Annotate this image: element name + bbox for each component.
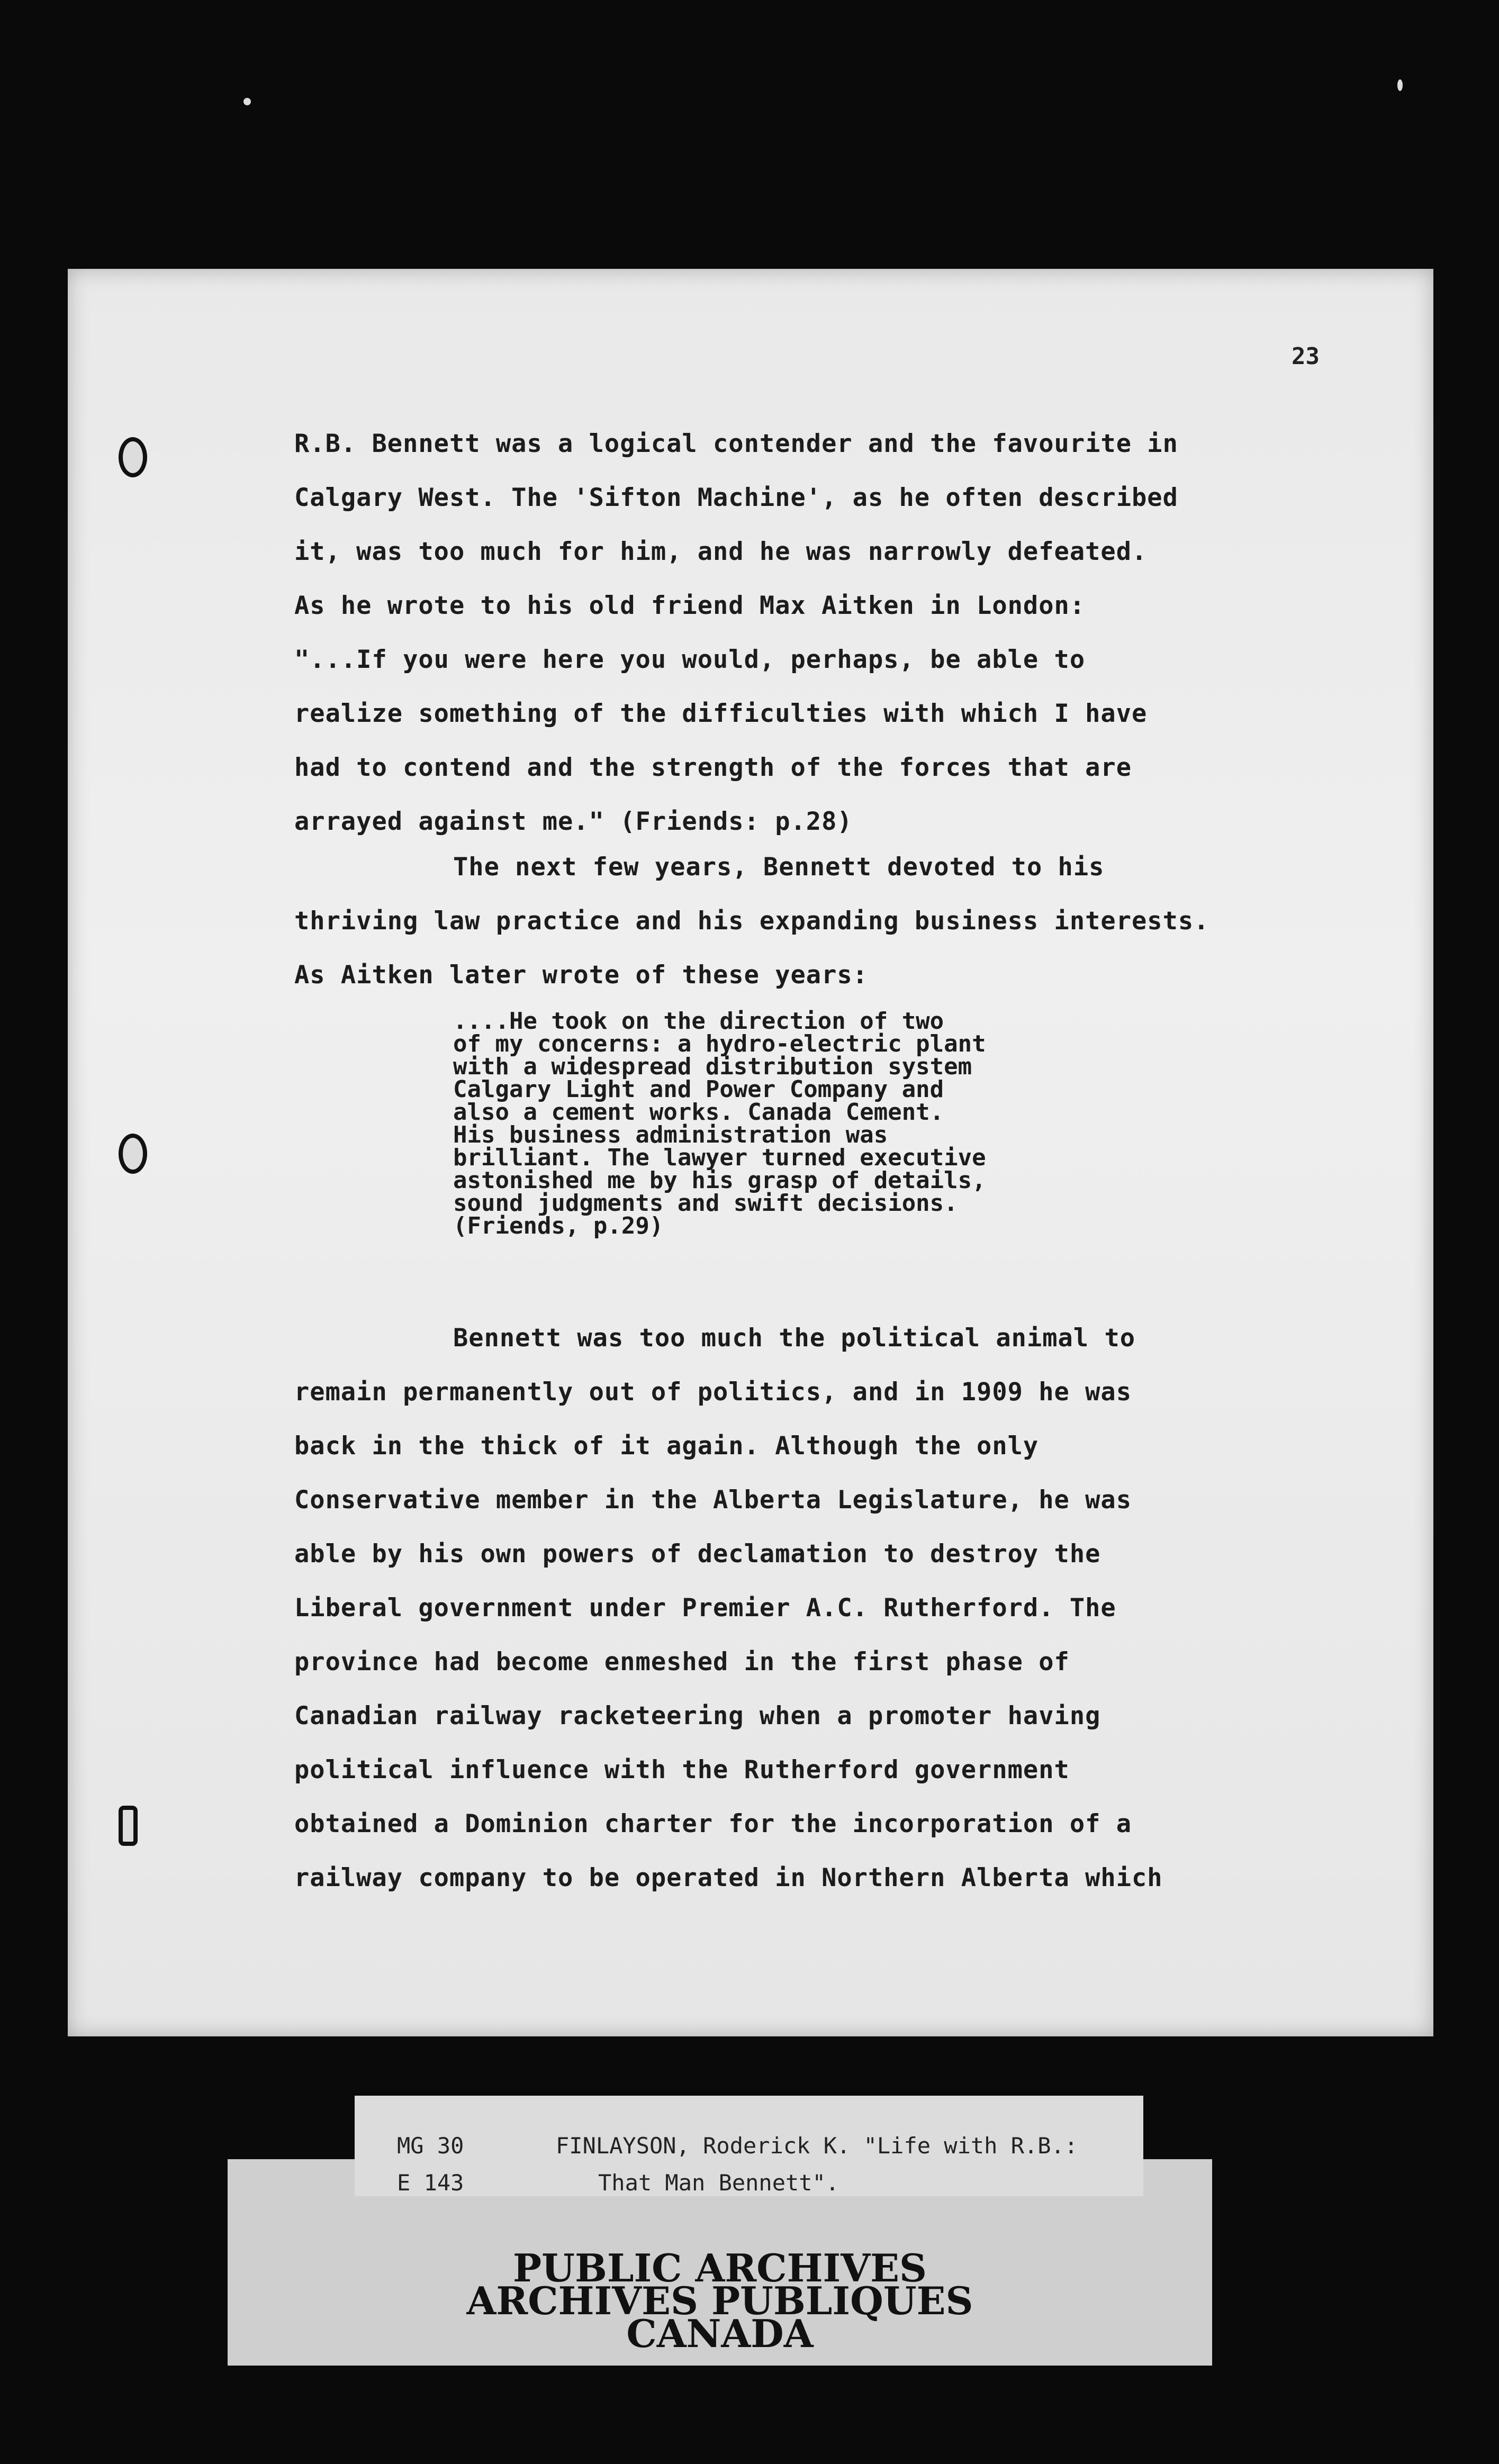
reference-line: FINLAYSON, Roderick K. "Life with R.B.:: [556, 2133, 1078, 2159]
stamp-line: ARCHIVES PUBLIQUES: [466, 2278, 973, 2323]
text-line: remain permanently out of politics, and in 1909 he was: [294, 1378, 1132, 1407]
text-line: "...If you were here you would, perhaps, be able to: [294, 645, 1086, 674]
e-number: E 143: [397, 2170, 464, 2196]
manuscript-group: [397, 2127, 464, 2202]
text-line: R.B. Bennett was a logical contender and the favourite in: [294, 429, 1178, 458]
page-number: 23: [1292, 343, 1320, 370]
quote-line: (Friends, p.29): [453, 1212, 664, 1239]
quote-line: with a widespread distribution system: [453, 1053, 972, 1080]
text-line: it, was too much for him, and he was narrowly defeated.: [294, 537, 1148, 566]
quote-line: of my concerns: a hydro-electric plant: [453, 1030, 986, 1057]
block-quote: [453, 1010, 986, 1237]
text-line: As he wrote to his old friend Max Aitken in London:: [294, 591, 1086, 620]
punch-hole-top: [119, 437, 147, 477]
text-line: arrayed against me." (Friends: p.28): [294, 807, 853, 836]
text-line: able by his own powers of declamation to destroy the: [294, 1539, 1101, 1569]
quote-line: ....He took on the direction of two: [453, 1008, 944, 1035]
text-line: Canadian railway racketeering when a promoter having: [294, 1701, 1101, 1731]
speck: [243, 98, 251, 105]
paragraph-3: [294, 1311, 1342, 1905]
text-line: had to contend and the strength of the forces that are: [294, 753, 1132, 782]
quote-line: His business administration was: [453, 1121, 888, 1148]
text-line: railway company to be operated in Northern Alberta which: [294, 1863, 1163, 1892]
text-line: Conservative member in the Alberta Legislature, he was: [294, 1485, 1132, 1515]
punch-hole-middle: [119, 1134, 147, 1174]
quote-line: Calgary Light and Power Company and: [453, 1076, 944, 1103]
punch-hole-bottom: [119, 1806, 138, 1846]
text-line: thriving law practice and his expanding business interests.: [294, 907, 1209, 936]
document-page: [68, 269, 1433, 2036]
reference-line: That Man Bennett".: [598, 2170, 839, 2196]
stamp-line: PUBLIC ARCHIVES: [513, 2245, 927, 2290]
speck: [1397, 79, 1403, 91]
archives-stamp: [228, 2245, 1212, 2356]
text-line: political influence with the Rutherford government: [294, 1755, 1070, 1784]
text-line: province had become enmeshed in the first phase of: [294, 1647, 1070, 1677]
quote-line: also a cement works. Canada Cement.: [453, 1099, 944, 1126]
archive-reference: [556, 2127, 1078, 2202]
quote-line: brilliant. The lawyer turned executive: [453, 1144, 986, 1171]
paragraph-1: [294, 417, 1342, 849]
mg-number: MG 30: [397, 2133, 464, 2159]
text-line: Bennett was too much the political animal to: [453, 1324, 1136, 1353]
text-line: obtained a Dominion charter for the incorporation of a: [294, 1809, 1132, 1838]
text-line: Liberal government under Premier A.C. Rutherford. The: [294, 1593, 1116, 1623]
text-line: realize something of the difficulties with which I have: [294, 699, 1148, 728]
text-line: Calgary West. The 'Sifton Machine', as he often described: [294, 483, 1178, 512]
archive-label: [355, 2096, 1143, 2196]
paragraph-2: [294, 840, 1342, 1002]
stamp-line: CANADA: [626, 2311, 814, 2356]
quote-line: sound judgments and swift decisions.: [453, 1190, 958, 1217]
text-line: back in the thick of it again. Although the only: [294, 1432, 1039, 1461]
text-line: As Aitken later wrote of these years:: [294, 961, 868, 990]
quote-line: astonished me by his grasp of details,: [453, 1167, 986, 1194]
text-line: The next few years, Bennett devoted to his: [453, 853, 1105, 882]
